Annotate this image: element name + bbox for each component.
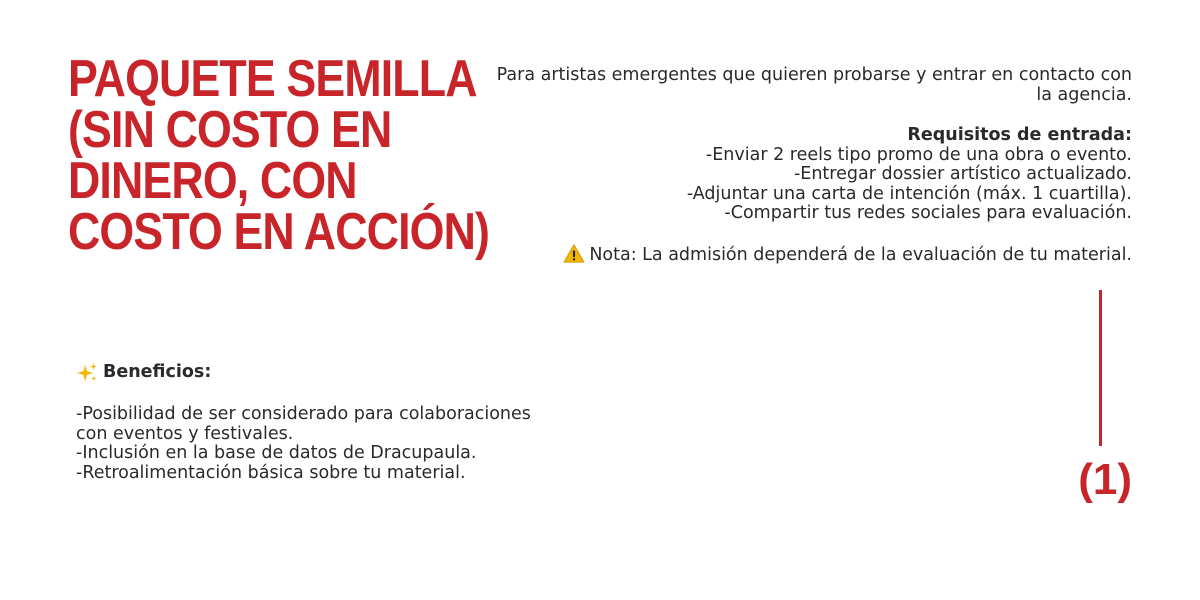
admission-note	[492, 244, 1132, 266]
benefits-heading	[76, 362, 546, 384]
requirements-list	[492, 146, 1132, 224]
intro-text: Para artistas emergentes que quieren probarse y entrar en contacto con la agencia.	[496, 65, 1132, 105]
benefit-item: -Retroalimentación básica sobre tu material.	[76, 462, 466, 483]
warning-icon	[563, 244, 585, 263]
sparkles-icon	[76, 362, 98, 384]
requirement-item: -Compartir tus redes sociales para evaluación.	[724, 203, 1132, 223]
requirements-heading: Requisitos de entrada:	[907, 125, 1132, 145]
requirement-item: -Enviar 2 reels tipo promo de una obra o evento.	[705, 144, 1132, 165]
requirement-item: -Entregar dossier artístico actualizado.	[793, 164, 1132, 184]
package-title-line: (SIN COSTO EN	[68, 101, 392, 159]
description-column	[492, 66, 1132, 265]
requirement-item: -Adjuntar una carta de intención (máx. 1 cuartilla).	[686, 183, 1132, 204]
note-text: Nota: La admisión dependerá de la evaluación de tu material.	[589, 244, 1132, 265]
benefit-item: -Posibilidad de ser considerado para colaboraciones con eventos y festivales.	[76, 404, 531, 444]
package-title-line: PAQUETE SEMILLA	[68, 50, 477, 108]
package-title-line: DINERO, CON	[68, 152, 357, 210]
benefits-list	[76, 405, 546, 483]
benefits-section	[76, 362, 546, 483]
package-title-line: COSTO EN ACCIÓN)	[68, 203, 490, 261]
page-number: (1)	[1078, 455, 1132, 504]
vertical-divider	[1099, 290, 1102, 446]
benefits-heading-label: Beneficios:	[103, 362, 212, 383]
package-title	[68, 50, 490, 261]
benefit-item: -Inclusión en la base de datos de Dracupaula.	[76, 443, 477, 463]
